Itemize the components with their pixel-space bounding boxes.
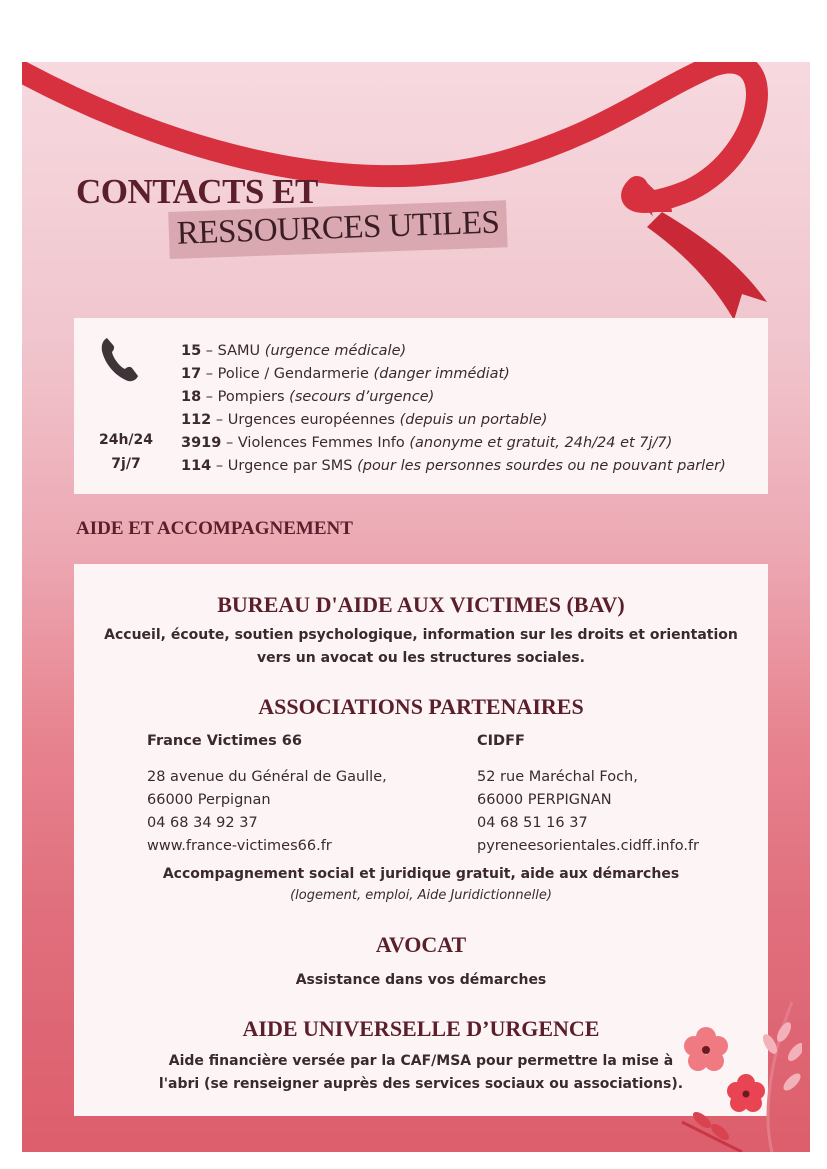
associations-note: (logement, emploi, Aide Juridictionnelle) — [290, 888, 552, 903]
flyer-page — [22, 62, 810, 1152]
emergency-note: (anonyme et gratuit, 24h/24 et 7j/7) — [409, 435, 673, 451]
emergency-number-list — [181, 340, 726, 478]
association-france-victimes — [147, 730, 387, 858]
association-cidff — [477, 730, 699, 858]
aide-urgence-line1: Aide financière versée par la CAF/MSA pour permettre la mise à — [168, 1053, 674, 1069]
availability-hours — [92, 428, 160, 476]
avocat-description: Assistance dans vos démarches — [295, 972, 547, 988]
emergency-number: 15 — [181, 343, 202, 359]
list-item: 3919 – Violences Femmes Info (anonyme et gratuit, 24h/24 et 7j/7) — [181, 435, 673, 451]
emergency-label: SAMU — [217, 343, 261, 359]
phone-icon — [101, 336, 139, 382]
emergency-number: 112 — [181, 412, 212, 428]
emergency-label: Pompiers — [217, 389, 285, 405]
association-address: 28 avenue du Général de Gaulle, — [147, 769, 387, 785]
association-name: CIDFF — [477, 733, 525, 749]
bav-desc-line2: vers un avocat ou les structures sociales. — [257, 650, 585, 666]
avocat-title: AVOCAT — [375, 932, 467, 957]
aide-urgence-line2: l'abri (se renseigner auprès des services sociaux ou associations). — [158, 1076, 684, 1092]
emergency-note: (depuis un portable) — [399, 412, 548, 428]
association-city: 66000 PERPIGNAN — [477, 792, 612, 808]
emergency-label: Urgence par SMS — [227, 458, 353, 474]
list-item: 114 – Urgence par SMS (pour les personnes sourdes ou ne pouvant parler) — [181, 458, 726, 474]
associations-title: ASSOCIATIONS PARTENAIRES — [258, 694, 584, 719]
list-item: 18 – Pompiers (secours d’urgence) — [181, 389, 435, 405]
association-city: 66000 Perpignan — [147, 792, 271, 808]
emergency-number: 17 — [181, 366, 202, 382]
emergency-note: (pour les personnes sourdes ou ne pouvant parler) — [357, 458, 726, 474]
emergency-numbers-box — [74, 318, 768, 494]
emergency-label: Violences Femmes Info — [237, 435, 405, 451]
emergency-number: 114 — [181, 458, 212, 474]
page-title-line2: RESSOURCES UTILES — [176, 204, 500, 252]
list-item: 17 – Police / Gendarmerie (danger immédiat) — [181, 366, 510, 382]
emergency-number: 3919 — [181, 435, 222, 451]
emergency-label: Urgences européennes — [227, 412, 395, 428]
association-phone: 04 68 34 92 37 — [147, 815, 258, 831]
emergency-note: (danger immédiat) — [373, 366, 510, 382]
list-item: 15 – SAMU (urgence médicale) — [181, 343, 407, 359]
bav-desc-line1: Accueil, écoute, soutien psychologique, information sur les droits et orientation — [104, 627, 738, 643]
emergency-note: (urgence médicale) — [264, 343, 407, 359]
bav-title: BUREAU D'AIDE AUX VICTIMES (BAV) — [217, 592, 625, 617]
bav-description — [74, 624, 768, 670]
emergency-note: (secours d’urgence) — [289, 389, 435, 405]
list-item: 112 – Urgences européennes (depuis un portable) — [181, 412, 548, 428]
section-heading: AIDE ET ACCOMPAGNEMENT — [76, 518, 353, 539]
association-website[interactable]: www.france-victimes66.fr — [147, 838, 332, 854]
hours-line2: 7j/7 — [111, 456, 141, 472]
emergency-label: Police / Gendarmerie — [217, 366, 369, 382]
association-website[interactable]: pyreneesorientales.cidff.info.fr — [477, 838, 700, 854]
flower-decoration-icon — [662, 992, 802, 1152]
associations-description: Accompagnement social et juridique gratuit, aide aux démarches — [162, 866, 680, 882]
association-phone: 04 68 51 16 37 — [477, 815, 588, 831]
association-address: 52 rue Maréchal Foch, — [477, 769, 638, 785]
page-title-line1: CONTACTS ET — [76, 172, 318, 211]
hours-line1: 24h/24 — [98, 432, 154, 448]
association-name: France Victimes 66 — [147, 733, 302, 749]
aide-urgence-title: AIDE UNIVERSELLE D’URGENCE — [242, 1016, 600, 1041]
emergency-number: 18 — [181, 389, 202, 405]
